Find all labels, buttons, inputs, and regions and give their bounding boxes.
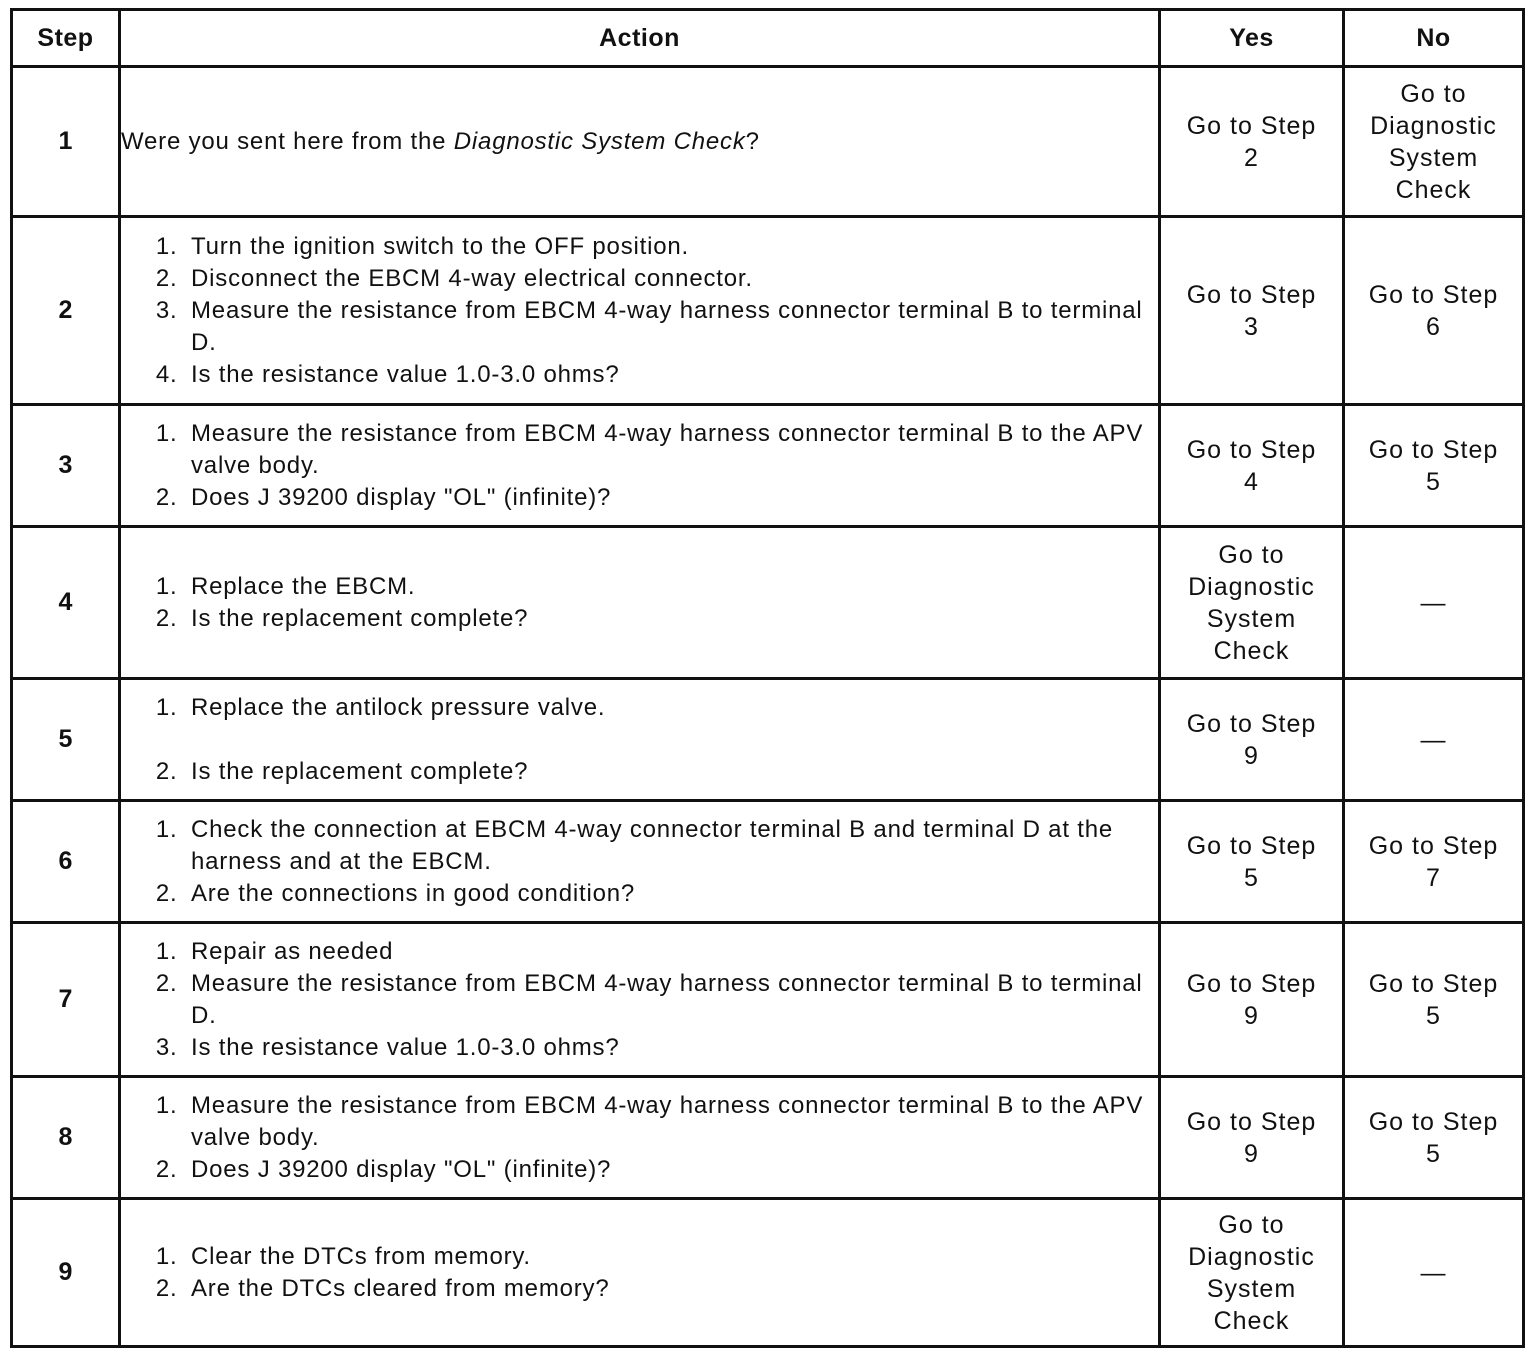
action-list xyxy=(121,1241,1158,1305)
no-line: Go to Step xyxy=(1368,435,1499,464)
no-cell xyxy=(1344,527,1524,679)
no-cell xyxy=(1344,67,1524,217)
yes-line: Go to Step xyxy=(1186,831,1317,860)
question-suffix: ? xyxy=(745,127,760,155)
header-row xyxy=(12,10,1524,67)
action-item: 3. Measure the resistance from EBCM 4-way harness connector terminal B to terminal D. xyxy=(185,295,1158,359)
action-list xyxy=(121,231,1158,391)
action-cell xyxy=(120,679,1160,801)
no-cell xyxy=(1344,801,1524,923)
action-cell xyxy=(120,527,1160,679)
table-row xyxy=(12,1199,1524,1347)
yes-line: Check xyxy=(1213,636,1290,665)
no-line: Check xyxy=(1395,175,1472,204)
action-item: 3. Is the resistance value 1.0-3.0 ohms? xyxy=(185,1032,1158,1064)
action-item: 1. Clear the DTCs from memory. xyxy=(185,1241,1158,1273)
yes-cell xyxy=(1160,679,1344,801)
action-item: 2. Does J 39200 display "OL" (infinite)? xyxy=(185,482,1158,514)
action-cell xyxy=(120,67,1160,217)
step-number: 1 xyxy=(12,67,120,217)
action-item: 2. Are the connections in good condition? xyxy=(185,878,1158,910)
action-item: 2. Is the replacement complete? xyxy=(185,603,1158,635)
table-row xyxy=(12,527,1524,679)
step-number: 8 xyxy=(12,1077,120,1199)
no-line: Go to Step xyxy=(1368,969,1499,998)
yes-line: Go to Step xyxy=(1186,280,1317,309)
step-number: 3 xyxy=(12,405,120,527)
action-cell xyxy=(120,1199,1160,1347)
no-line: 6 xyxy=(1426,312,1441,341)
table-row xyxy=(12,217,1524,405)
action-list xyxy=(121,1090,1158,1186)
no-cell xyxy=(1344,679,1524,801)
step-number: 6 xyxy=(12,801,120,923)
action-cell xyxy=(120,923,1160,1077)
yes-cell xyxy=(1160,527,1344,679)
yes-line: Go to Step xyxy=(1186,111,1317,140)
table-row xyxy=(12,67,1524,217)
no-dash: — xyxy=(1420,588,1447,617)
yes-line: Diagnostic xyxy=(1188,1242,1315,1271)
action-item: 2. Measure the resistance from EBCM 4-way harness connector terminal B to terminal D. xyxy=(185,968,1158,1032)
yes-line: Diagnostic xyxy=(1188,572,1315,601)
no-line: Go to Step xyxy=(1368,831,1499,860)
yes-line: System xyxy=(1206,604,1297,633)
no-cell xyxy=(1344,217,1524,405)
yes-line: Go to xyxy=(1218,1210,1285,1239)
yes-cell xyxy=(1160,67,1344,217)
step-number: 5 xyxy=(12,679,120,801)
yes-line: Go to Step xyxy=(1186,709,1317,738)
step-number: 4 xyxy=(12,527,120,679)
action-item: 1. Measure the resistance from EBCM 4-way harness connector terminal B to the APV valve body. xyxy=(185,418,1158,482)
yes-cell xyxy=(1160,405,1344,527)
yes-line: Go to Step xyxy=(1186,435,1317,464)
no-line: 7 xyxy=(1426,863,1441,892)
action-item: 1. Replace the EBCM. xyxy=(185,571,1158,603)
yes-line: 9 xyxy=(1244,741,1259,770)
action-list xyxy=(121,814,1158,910)
yes-cell xyxy=(1160,801,1344,923)
table-row xyxy=(12,923,1524,1077)
table-row xyxy=(12,1077,1524,1199)
yes-line: Check xyxy=(1213,1306,1290,1335)
yes-line: 9 xyxy=(1244,1139,1259,1168)
yes-cell xyxy=(1160,1199,1344,1347)
action-list xyxy=(121,418,1158,514)
question-prefix: Were you sent here from the xyxy=(121,127,454,155)
step-number: 2 xyxy=(12,217,120,405)
action-item: 2. Are the DTCs cleared from memory? xyxy=(185,1273,1158,1305)
no-cell xyxy=(1344,1199,1524,1347)
yes-line: 9 xyxy=(1244,1001,1259,1030)
action-cell xyxy=(120,405,1160,527)
action-item: 1. Repair as needed xyxy=(185,936,1158,968)
header-yes: Yes xyxy=(1160,10,1344,67)
yes-line: Go to Step xyxy=(1186,1107,1317,1136)
no-line: Go to Step xyxy=(1368,1107,1499,1136)
action-item: 1. Measure the resistance from EBCM 4-way harness connector terminal B to the APV valve body. xyxy=(185,1090,1158,1154)
no-line: 5 xyxy=(1426,467,1441,496)
no-dash: — xyxy=(1420,1258,1447,1287)
yes-line: 5 xyxy=(1244,863,1259,892)
yes-cell xyxy=(1160,217,1344,405)
action-item: 2. Disconnect the EBCM 4-way electrical connector. xyxy=(185,263,1158,295)
no-line: 5 xyxy=(1426,1139,1441,1168)
question-emphasis: Diagnostic System Check xyxy=(453,127,746,155)
action-item: 2. Does J 39200 display "OL" (infinite)? xyxy=(185,1154,1158,1186)
diagnostic-table xyxy=(10,8,1525,1348)
diagnostic-table-sheet xyxy=(10,8,1522,1346)
action-cell xyxy=(120,217,1160,405)
action-item: 1. Check the connection at EBCM 4-way connector terminal B and terminal D at the harness and at the EBCM. xyxy=(185,814,1158,878)
yes-line: System xyxy=(1206,1274,1297,1303)
yes-line: 2 xyxy=(1244,143,1259,172)
action-item: 2. Is the replacement complete? xyxy=(185,756,1158,788)
table-row xyxy=(12,801,1524,923)
header-no: No xyxy=(1344,10,1524,67)
table-row xyxy=(12,679,1524,801)
no-cell xyxy=(1344,405,1524,527)
step-number: 9 xyxy=(12,1199,120,1347)
yes-line: Go to xyxy=(1218,540,1285,569)
no-line: 5 xyxy=(1426,1001,1441,1030)
yes-cell xyxy=(1160,1077,1344,1199)
action-cell xyxy=(120,1077,1160,1199)
action-item: 1. Replace the antilock pressure valve. xyxy=(185,692,1158,724)
yes-cell xyxy=(1160,923,1344,1077)
question-text xyxy=(121,126,1158,158)
action-list xyxy=(121,571,1158,635)
no-line: Go to xyxy=(1400,79,1467,108)
no-line: Diagnostic xyxy=(1370,111,1497,140)
action-list xyxy=(121,936,1158,1064)
yes-line: 3 xyxy=(1244,312,1259,341)
no-line: Go to Step xyxy=(1368,280,1499,309)
yes-line: 4 xyxy=(1244,467,1259,496)
yes-line: Go to Step xyxy=(1186,969,1317,998)
action-item: 4. Is the resistance value 1.0-3.0 ohms? xyxy=(185,359,1158,391)
header-action: Action xyxy=(120,10,1160,67)
step-number: 7 xyxy=(12,923,120,1077)
table-row xyxy=(12,405,1524,527)
header-step: Step xyxy=(12,10,120,67)
no-line: System xyxy=(1388,143,1479,172)
action-list xyxy=(121,692,1158,788)
no-cell xyxy=(1344,923,1524,1077)
action-cell xyxy=(120,801,1160,923)
no-cell xyxy=(1344,1077,1524,1199)
action-item: 1. Turn the ignition switch to the OFF position. xyxy=(185,231,1158,263)
no-dash: — xyxy=(1420,725,1447,754)
